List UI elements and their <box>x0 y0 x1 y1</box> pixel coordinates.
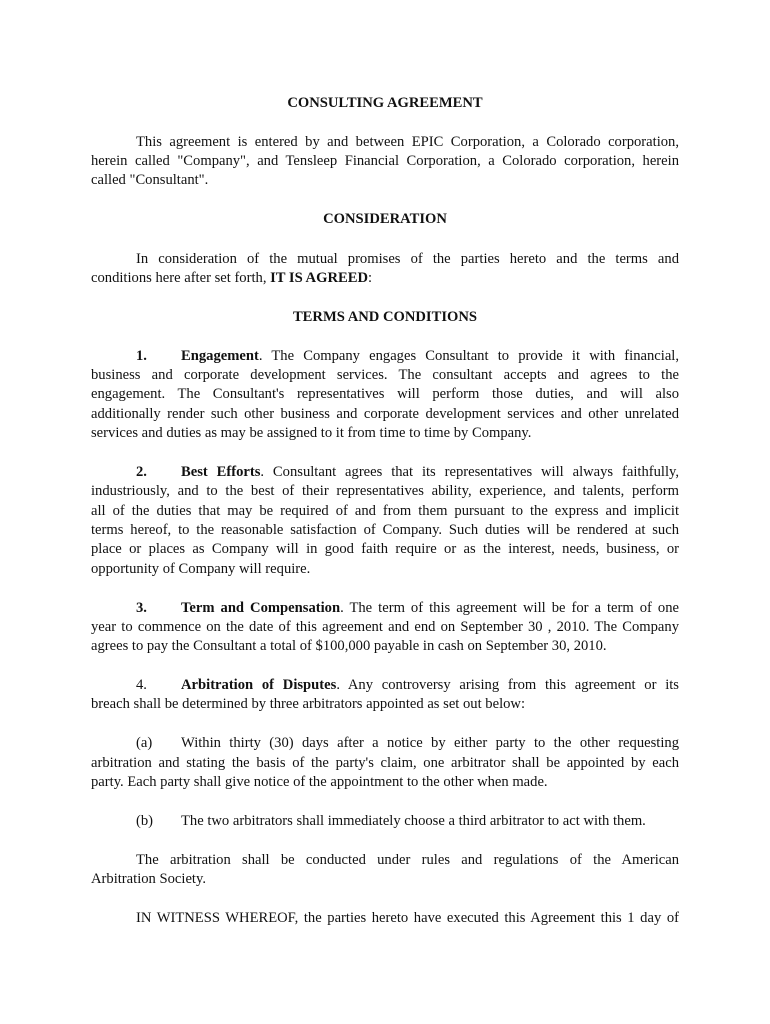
section-number: 4. <box>136 677 147 693</box>
subsection-a-line: party. Each party shall give notice of the appointment to the other when made. <box>91 774 548 790</box>
section-title: Term and Compensation <box>181 600 341 616</box>
section-1-line: 1. Engagement. The Company engages Consultant to provide it with financial, <box>136 348 679 364</box>
section-title: Engagement <box>181 348 259 364</box>
section-3-line: agrees to pay the Consultant a total of $100,000 payable in cash on September 30, 2010. <box>91 638 607 654</box>
section-number: 1. <box>136 348 147 364</box>
section-1-line: additionally render such other business and corporate development services and other unrelated <box>91 406 679 422</box>
subsection-label: (a) <box>136 735 153 751</box>
section-2-line: industriously, and to the best of their representatives ability, experience, and talents, perform <box>91 483 679 499</box>
section-title: Arbitration of Disputes <box>181 677 337 693</box>
section-1-line: engagement. The Consultant's representatives will perform those duties, and will also <box>91 386 679 402</box>
subsection-a-line: arbitration and stating the basis of the party's claim, one arbitrator shall be appointed by each <box>91 755 679 771</box>
section-number: 3. <box>136 600 147 616</box>
arbitration-line: The arbitration shall be conducted under rules and regulations of the American <box>136 852 679 868</box>
section-2-line: opportunity of Company will require. <box>91 561 311 577</box>
arbitration-line: Arbitration Society. <box>91 871 206 887</box>
section-2-line: all of the duties that may be required of and from them pursuant to the express and implicit <box>91 503 679 519</box>
section-3-line: 3. Term and Compensation. The term of this agreement will be for a term of one <box>136 600 679 616</box>
section-1-line: services and duties as may be assigned to it from time to time by Company. <box>91 425 532 441</box>
consideration-line: conditions here after set forth, IT IS AGREED: <box>91 270 373 286</box>
section-4-line: 4. Arbitration of Disputes. Any controversy arising from this agreement or its <box>136 677 679 693</box>
section-3-line: year to commence on the date of this agreement and end on September 30 , 2010. The Company <box>91 619 679 635</box>
subsection-b-line: (b) The two arbitrators shall immediately choose a third arbitrator to act with them. <box>136 813 646 829</box>
intro-line: herein called "Company", and Tensleep Financial Corporation, a Colorado corporation, herein <box>91 153 679 169</box>
section-1-line: business and corporate development services. The consultant accepts and agrees to the <box>91 367 679 383</box>
section-number: 2. <box>136 464 147 480</box>
witness-line: IN WITNESS WHEREOF, the parties hereto have executed this Agreement this 1 day of <box>136 910 679 926</box>
section-2-line: terms hereof, to the reasonable satisfaction of Company. Such duties will be rendered at such <box>91 522 679 538</box>
section-title: Best Efforts <box>181 464 261 480</box>
subsection-a-line: (a) Within thirty (30) days after a notice by either party to the other requesting <box>136 735 679 751</box>
terms-heading: TERMS AND CONDITIONS <box>292 309 478 325</box>
consideration-heading: CONSIDERATION <box>323 211 447 227</box>
section-2-line: 2. Best Efforts. Consultant agrees that its representatives will always faithfully, <box>136 464 679 480</box>
subsection-label: (b) <box>136 813 154 829</box>
intro-line: called "Consultant". <box>91 172 209 188</box>
section-4-line: breach shall be determined by three arbitrators appointed as set out below: <box>91 696 526 712</box>
document-title: CONSULTING AGREEMENT <box>287 95 483 111</box>
intro-line: This agreement is entered by and between EPIC Corporation, a Colorado corporation, <box>136 134 679 150</box>
section-2-line: place or places as Company will in good faith require or as the interest, needs, business, or <box>91 541 679 557</box>
consideration-line: In consideration of the mutual promises of the parties hereto and the terms and <box>136 251 679 267</box>
